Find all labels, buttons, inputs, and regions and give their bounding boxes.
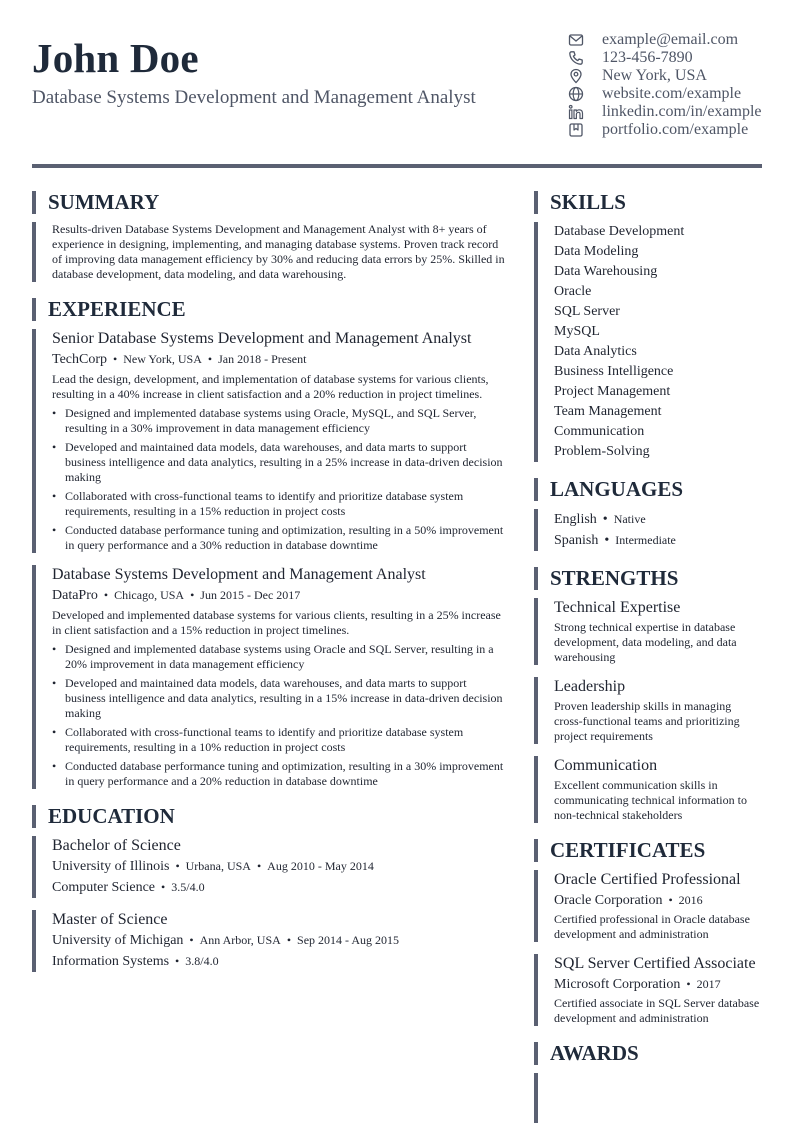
skill-item: MySQL (554, 324, 600, 339)
skill-item: Problem-Solving (554, 444, 650, 459)
job-description: Developed and implemented database systems for various clients, resulting in a 25% increase in client satisfaction and a 15% reduction in project timelines. (52, 608, 501, 637)
experience-heading: EXPERIENCE (32, 298, 510, 321)
contact-list (568, 31, 762, 139)
skill-item: Oracle (554, 284, 592, 299)
education-location: Ann Arbor, USA (199, 933, 281, 947)
skill-item: SQL Server (554, 304, 620, 319)
skill-item: Data Analytics (554, 344, 637, 359)
job-bullet: • Designed and implemented database systems using Oracle, MySQL, and SQL Server, resulting in a 30% improvement in data management efficiency (52, 406, 510, 436)
summary-text: Results-driven Database Systems Development and Management Analyst with 8+ years of experience in designing, implementing, and managing database systems. Proven track record of improving data management efficiency by 30% and reducing data errors by 25%. Skilled in database development, data modeling, and data warehousing. (52, 222, 505, 281)
job-meta: TechCorp • New York, USA • Jan 2018 - Present (52, 352, 307, 367)
contact-website-text: website.com/example (602, 85, 742, 102)
strength-description: Excellent communication skills in communicating technical information to non-technical stakeholders (554, 778, 747, 822)
experience-item (32, 565, 510, 789)
education-item (32, 910, 510, 972)
contact-website[interactable] (568, 85, 762, 103)
education-field-row: Information Systems • 3.8/4.0 (52, 954, 219, 969)
contact-linkedin[interactable] (568, 103, 762, 121)
awards-section (534, 1073, 762, 1123)
job-bullet: • Developed and maintained data models, data warehouses, and data marts to support business intelligence and data analytics, resulting in a 25% increase in data-driven decision making (52, 440, 510, 485)
language-level: Intermediate (615, 533, 676, 547)
contact-location (568, 67, 762, 85)
skill-item: Database Development (554, 224, 685, 239)
globe-icon (568, 86, 584, 102)
education-field: Information Systems (52, 954, 170, 969)
certificate-issuer: Oracle Corporation (554, 893, 663, 908)
contact-location-text: New York, USA (602, 67, 707, 84)
education-degree: Bachelor of Science (52, 837, 181, 854)
skill-item: Project Management (554, 384, 671, 399)
education-item (32, 836, 510, 898)
resume-header (32, 30, 762, 168)
education-meta: University of Illinois • Urbana, USA • Aug 2010 - May 2014 (52, 859, 374, 874)
language-item: Spanish • Intermediate (554, 533, 676, 548)
job-location: Chicago, USA (114, 588, 185, 602)
job-location: New York, USA (123, 352, 202, 366)
linkedin-icon (568, 104, 584, 120)
certificate-title: SQL Server Certified Associate (554, 955, 756, 972)
job-bullet: • Conducted database performance tuning and optimization, resulting in a 30% improvement in query performance and a 20% reduction in database downtime (52, 759, 510, 789)
certificates-heading: CERTIFICATES (534, 839, 762, 862)
education-heading: EDUCATION (32, 805, 510, 828)
language-level: Native (613, 512, 646, 526)
certificate-meta: Microsoft Corporation • 2017 (554, 977, 721, 992)
experience-item (32, 329, 510, 553)
phone-icon (568, 50, 584, 66)
certificate-item (534, 870, 762, 942)
job-bullets (52, 406, 510, 553)
contact-email[interactable] (568, 31, 762, 49)
job-bullets (52, 642, 510, 789)
summary-section (32, 222, 510, 282)
left-column (32, 191, 510, 984)
skill-item: Data Modeling (554, 244, 639, 259)
strength-description: Proven leadership skills in managing cross-functional teams and prioritizing project requirements (554, 699, 740, 743)
education-dates: Sep 2014 - Aug 2015 (297, 933, 400, 947)
language-name: Spanish (554, 533, 599, 548)
education-degree: Master of Science (52, 911, 168, 928)
contact-portfolio-text: portfolio.com/example (602, 121, 749, 138)
job-description: Lead the design, development, and implementation of database systems for various clients, resulting in a 40% increase in client satisfaction and a 20% reduction in project timelines. (52, 372, 489, 401)
contact-portfolio[interactable] (568, 121, 762, 139)
strength-title: Leadership (554, 678, 626, 695)
contact-linkedin-text: linkedin.com/in/example (602, 103, 762, 120)
job-title: Senior Database Systems Development and Management Analyst (52, 330, 472, 347)
job-dates: Jun 2015 - Dec 2017 (200, 588, 301, 602)
certificate-title: Oracle Certified Professional (554, 871, 741, 888)
skills-section (534, 222, 762, 462)
education-dates: Aug 2010 - May 2014 (267, 859, 374, 873)
strength-title: Technical Expertise (554, 599, 681, 616)
right-column (534, 191, 762, 1123)
skill-item: Communication (554, 424, 645, 439)
summary-heading: SUMMARY (32, 191, 510, 214)
strength-item (534, 598, 762, 665)
language-name: English (554, 512, 597, 527)
location-icon (568, 68, 584, 84)
strength-description: Strong technical expertise in database development, data modeling, and data warehousing (554, 620, 737, 664)
contact-phone[interactable] (568, 49, 762, 67)
languages-section (534, 509, 762, 551)
job-bullet: • Collaborated with cross-functional teams to identify and prioritize database system requirements, resulting in a 10% reduction in project costs (52, 725, 510, 755)
language-item: English • Native (554, 512, 646, 527)
job-title: Database Systems Development and Management Analyst (52, 566, 426, 583)
candidate-name: John Doe (32, 35, 199, 81)
languages-heading: LANGUAGES (534, 478, 762, 501)
education-field-row: Computer Science • 3.5/4.0 (52, 880, 205, 895)
certificate-year: 2016 (678, 893, 703, 907)
job-meta: DataPro • Chicago, USA • Jun 2015 - Dec 2017 (52, 588, 301, 603)
job-bullet: • Conducted database performance tuning and optimization, resulting in a 50% improvement in query performance and a 30% reduction in database downtime (52, 523, 510, 553)
certificate-description: Certified professional in Oracle database development and administration (554, 912, 750, 941)
skill-item: Data Warehousing (554, 264, 658, 279)
job-dates: Jan 2018 - Present (218, 352, 307, 366)
job-bullet: • Designed and implemented database systems using Oracle and SQL Server, resulting in a 20% improvement in data management efficiency (52, 642, 510, 672)
education-gpa: 3.5/4.0 (171, 880, 205, 894)
education-meta: University of Michigan • Ann Arbor, USA • Sep 2014 - Aug 2015 (52, 933, 400, 948)
skill-item: Team Management (554, 404, 662, 419)
job-company: TechCorp (52, 352, 108, 367)
job-company: DataPro (52, 588, 98, 603)
strength-item (534, 756, 762, 823)
certificate-issuer: Microsoft Corporation (554, 977, 681, 992)
education-school: University of Michigan (52, 933, 184, 948)
candidate-title: Database Systems Development and Management Analyst (32, 87, 476, 108)
strengths-heading: STRENGTHS (534, 567, 762, 590)
contact-email-text: example@email.com (602, 31, 739, 48)
certificate-item (534, 954, 762, 1026)
job-bullet: • Collaborated with cross-functional teams to identify and prioritize database system requirements, resulting in a 15% reduction in project costs (52, 489, 510, 519)
education-field: Computer Science (52, 880, 156, 895)
strength-item (534, 677, 762, 744)
awards-heading: AWARDS (534, 1042, 762, 1065)
education-location: Urbana, USA (185, 859, 251, 873)
portfolio-icon (568, 122, 584, 138)
certificate-description: Certified associate in SQL Server database development and administration (554, 996, 760, 1025)
certificate-year: 2017 (696, 977, 721, 991)
education-school: University of Illinois (52, 859, 170, 874)
education-gpa: 3.8/4.0 (185, 954, 219, 968)
skills-heading: SKILLS (534, 191, 762, 214)
job-bullet: • Developed and maintained data models, data warehouses, and data marts to support business intelligence and data analytics, resulting in a 15% increase in data-driven decision making (52, 676, 510, 721)
strength-title: Communication (554, 757, 658, 774)
contact-phone-text: 123-456-7890 (602, 49, 693, 66)
skill-item: Business Intelligence (554, 364, 674, 379)
certificate-meta: Oracle Corporation • 2016 (554, 893, 703, 908)
email-icon (568, 32, 584, 48)
